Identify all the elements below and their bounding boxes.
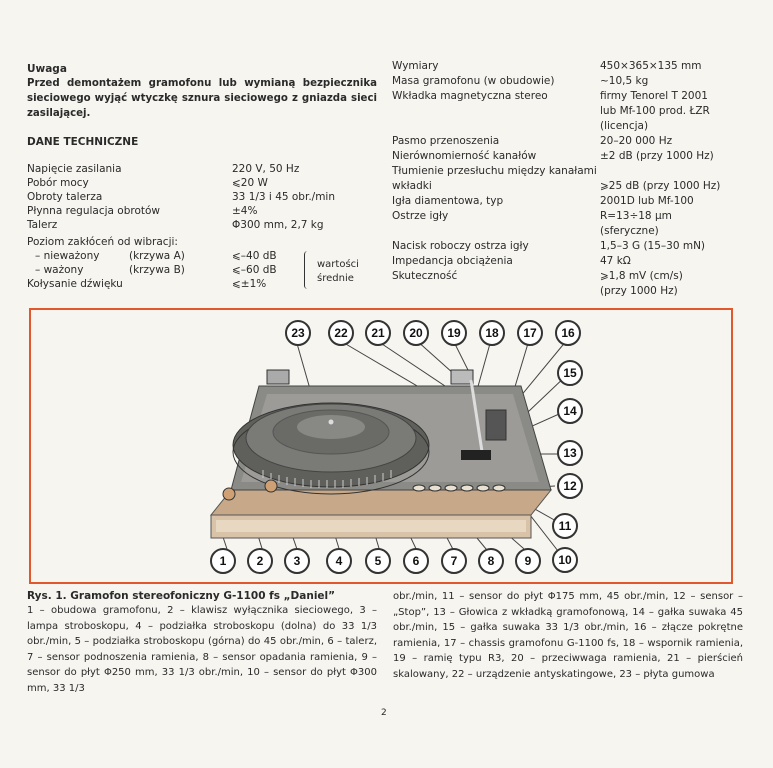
callout-8: 8 xyxy=(478,548,504,574)
warning-title: Uwaga xyxy=(27,63,67,75)
callout-15: 15 xyxy=(557,360,583,386)
spec-value: R=13÷18 μm xyxy=(600,210,672,222)
spec-value: firmy Tenorel T 2001 xyxy=(600,90,708,102)
tech-label: Talerz xyxy=(27,219,58,231)
spec-label: wkładki xyxy=(392,180,432,192)
tech-value: Φ300 mm, 2,7 kg xyxy=(232,219,324,231)
figure-frame xyxy=(29,308,733,584)
spec-value: ±2 dB (przy 1000 Hz) xyxy=(600,150,714,162)
callout-6: 6 xyxy=(403,548,429,574)
tech-label: – ważony xyxy=(35,264,84,276)
tech-table xyxy=(27,163,377,303)
callout-13: 13 xyxy=(557,440,583,466)
tech-label: Napięcie zasilania xyxy=(27,163,122,175)
spec-value: ⩾1,8 mV (cm/s) xyxy=(600,270,683,282)
callout-22: 22 xyxy=(328,320,354,346)
tech-sub: (krzywa B) xyxy=(129,264,185,276)
callout-18: 18 xyxy=(479,320,505,346)
callout-21: 21 xyxy=(365,320,391,346)
callout-14: 14 xyxy=(557,398,583,424)
spec-value: (licencja) xyxy=(600,120,649,132)
callout-23: 23 xyxy=(285,320,311,346)
caption-heading: Rys. 1. Gramofon stereofoniczny G-1100 fs „Daniel” xyxy=(27,590,336,602)
spec-value: 2001D lub Mf-100 xyxy=(600,195,694,207)
callout-20: 20 xyxy=(403,320,429,346)
caption-right: obr./min, 11 – sensor do płyt Φ175 mm, 45 obr./min, 12 – sensor – „Stop”, 13 – Głowica z wkładką gramofonową, 14 – gałka suwaka 45 obr./min, 15 – gałka suwaka 33 1/3 obr./min, 16 – złącze pokrętne ramienia, 17 – chassis gramofonu G-1100 fs, 18 – wspornik ramienia, 19 – ramię typu R3, 20 – przeciwwaga ramienia, 21 – pierścień skalowany, 22 – urządzenie antyskatingowe, 23 – płyta gumowa xyxy=(393,591,743,680)
tech-label: Kołysanie dźwięku xyxy=(27,278,123,290)
spec-label: Pasmo przenoszenia xyxy=(392,135,500,147)
spec-value: 1,5–3 G (15–30 mN) xyxy=(600,240,706,252)
spec-value: lub Mf-100 prod. ŁZR xyxy=(600,105,710,117)
tech-value: 33 1/3 i 45 obr./min xyxy=(232,191,336,203)
callout-16: 16 xyxy=(555,320,581,346)
spec-label: Nierównomierność kanałów xyxy=(392,150,537,162)
tech-label: Pobór mocy xyxy=(27,177,89,189)
callout-5: 5 xyxy=(365,548,391,574)
spec-value: ⩾25 dB (przy 1000 Hz) xyxy=(600,180,721,192)
callout-4: 4 xyxy=(326,548,352,574)
turntable-illustration xyxy=(31,310,731,582)
callout-3: 3 xyxy=(284,548,310,574)
brace xyxy=(304,251,311,289)
callout-11: 11 xyxy=(552,513,578,539)
caption-left: 1 – obudowa gramofonu, 2 – klawisz wyłącznika sieciowego, 3 – lampa stroboskopu, 4 – podziałka stroboskopu (dolna) do 33 1/3 obr./min, 5 – podziałka stroboskopu (górna) do 45 obr./min, 6 – talerz, 7 – sensor podnoszenia ramienia, 8 – sensor opadania ramienia, 9 – sensor do płyt Φ250 mm, 33 1/3 obr./min, 10 – sensor do płyt Φ300 mm, 33 1/3 xyxy=(27,605,377,694)
callout-12: 12 xyxy=(557,473,583,499)
callout-1: 1 xyxy=(210,548,236,574)
spec-value: 47 kΩ xyxy=(600,255,631,267)
tech-label: Płynna regulacja obrotów xyxy=(27,205,161,217)
callout-7: 7 xyxy=(441,548,467,574)
spec-label: Wkładka magnetyczna stereo xyxy=(392,90,548,102)
callout-2: 2 xyxy=(247,548,273,574)
tech-value: ±4% xyxy=(232,205,258,217)
spec-value: (sferyczne) xyxy=(600,225,659,237)
tech-label: – nieważony xyxy=(35,250,100,262)
spec-label: Masa gramofonu (w obudowie) xyxy=(392,75,555,87)
brace-note-1: wartości xyxy=(317,259,359,270)
page-number: 2 xyxy=(381,708,387,718)
tech-label: Poziom zakłóceń od wibracji: xyxy=(27,236,178,248)
spec-label: Wymiary xyxy=(392,60,439,72)
tech-label: Obroty talerza xyxy=(27,191,103,203)
spec-label: Impedancja obciążenia xyxy=(392,255,513,267)
tech-sub: (krzywa A) xyxy=(129,250,185,262)
tech-value: ⩽±1% xyxy=(232,278,267,290)
warning-text: Przed demontażem gramofonu lub wymianą bezpiecznika sieciowego wyjąć wtyczkę sznura sieciowego z gniazda sieci zasilającej. xyxy=(27,78,377,119)
callout-17: 17 xyxy=(517,320,543,346)
spec-value: ~10,5 kg xyxy=(600,75,649,87)
spec-label: Igła diamentowa, typ xyxy=(392,195,504,207)
tech-value: ⩽20 W xyxy=(232,177,268,189)
spec-label: Ostrze igły xyxy=(392,210,449,222)
spec-value: (przy 1000 Hz) xyxy=(600,285,678,297)
spec-label: Tłumienie przesłuchu między kanałami xyxy=(392,165,597,177)
spec-label: Nacisk roboczy ostrza igły xyxy=(392,240,529,252)
callout-19: 19 xyxy=(441,320,467,346)
callout-10: 10 xyxy=(552,547,578,573)
spec-label: Skuteczność xyxy=(392,270,458,282)
tech-title: DANE TECHNICZNE xyxy=(27,136,139,148)
tech-value: ⩽–40 dB xyxy=(232,250,277,262)
brace-note-2: średnie xyxy=(317,273,354,284)
spec-value: 20–20 000 Hz xyxy=(600,135,673,147)
tech-value: ⩽–60 dB xyxy=(232,264,277,276)
callout-9: 9 xyxy=(515,548,541,574)
tech-value: 220 V, 50 Hz xyxy=(232,163,300,175)
spec-value: 450×365×135 mm xyxy=(600,60,702,72)
specs-right xyxy=(392,60,752,300)
